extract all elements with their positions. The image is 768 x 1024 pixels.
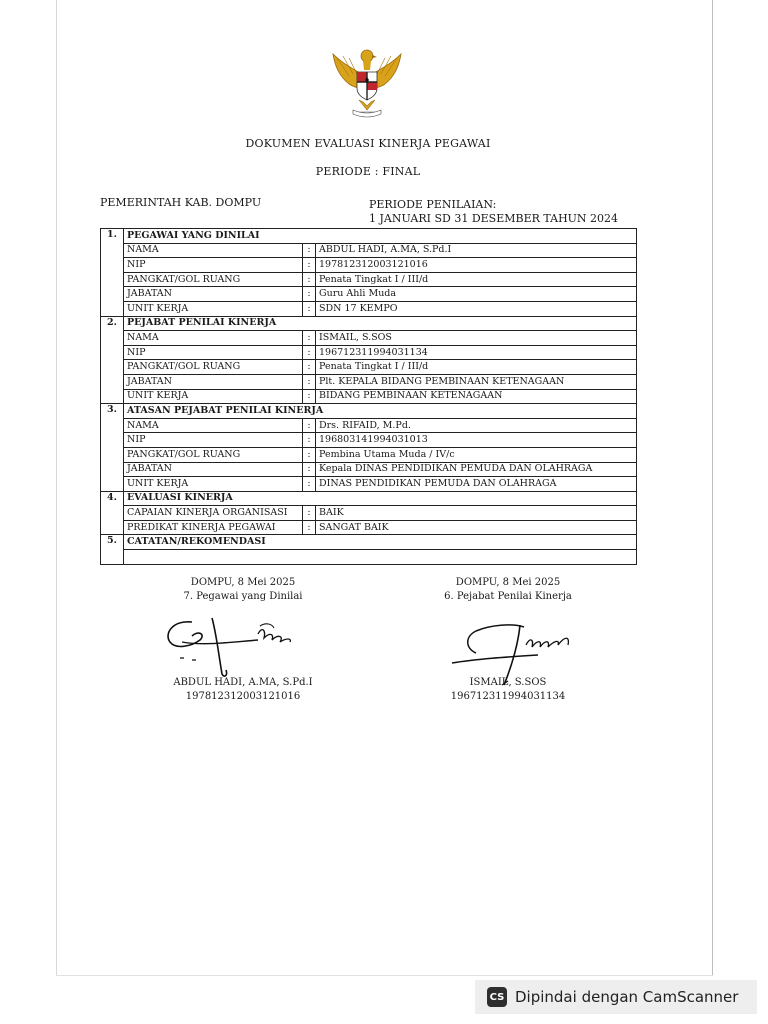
assessment-period-label: PERIODE PENILAIAN: <box>369 198 497 211</box>
field-label: UNIT KERJA <box>124 301 303 316</box>
section-title: EVALUASI KINERJA <box>124 491 637 506</box>
table-row <box>101 418 637 433</box>
field-label: PANGKAT/GOL RUANG <box>124 360 303 375</box>
colon-separator: : <box>303 301 316 316</box>
period-final: PERIODE : FINAL <box>315 165 421 178</box>
colon-separator: : <box>303 520 316 535</box>
field-value: BIDANG PEMBINAAN KETENAGAAN <box>316 389 637 404</box>
field-value: 196712311994031134 <box>316 345 637 360</box>
field-label: PANGKAT/GOL RUANG <box>124 272 303 287</box>
table-row <box>101 301 637 316</box>
field-label: NIP <box>124 433 303 448</box>
section-header-row <box>101 491 637 506</box>
field-value: BAIK <box>316 506 637 521</box>
colon-separator: : <box>303 287 316 302</box>
colon-separator: : <box>303 477 316 492</box>
section-number: 3. <box>101 404 124 492</box>
field-label: NAMA <box>124 331 303 346</box>
section-header-row <box>101 404 637 419</box>
field-label: CAPAIAN KINERJA ORGANISASI <box>124 506 303 521</box>
left-signatory-role: 7. Pegawai yang Dinilai <box>183 591 303 602</box>
field-label: JABATAN <box>124 287 303 302</box>
field-value: Plt. KEPALA BIDANG PEMBINAAN KETENAGAAN <box>316 374 637 389</box>
field-label: NAMA <box>124 243 303 258</box>
section-title: ATASAN PEJABAT PENILAI KINERJA <box>124 404 637 419</box>
right-place-date: DOMPU, 8 Mei 2025 <box>455 577 561 588</box>
left-signatory-name: ABDUL HADI, A.MA, S.Pd.I <box>173 677 313 688</box>
section-title: CATATAN/REKOMENDASI <box>124 535 637 550</box>
field-value: Penata Tingkat I / III/d <box>316 360 637 375</box>
colon-separator: : <box>303 462 316 477</box>
section-number: 5. <box>101 535 124 564</box>
assessment-period-value: 1 JANUARI SD 31 DESEMBER TAHUN 2024 <box>369 212 619 225</box>
table-row <box>101 360 637 375</box>
employee-signature <box>162 612 312 682</box>
table-row <box>101 374 637 389</box>
table-row <box>101 272 637 287</box>
colon-separator: : <box>303 374 316 389</box>
colon-separator: : <box>303 331 316 346</box>
colon-separator: : <box>303 433 316 448</box>
colon-separator: : <box>303 506 316 521</box>
empty-notes-row <box>101 550 637 565</box>
field-label: UNIT KERJA <box>124 477 303 492</box>
field-value: Penata Tingkat I / III/d <box>316 272 637 287</box>
colon-separator: : <box>303 258 316 273</box>
section-header-row <box>101 316 637 331</box>
field-value: DINAS PENDIDIKAN PEMUDA DAN OLAHRAGA <box>316 477 637 492</box>
field-value: ABDUL HADI, A.MA, S.Pd.I <box>316 243 637 258</box>
field-label: PREDIKAT KINERJA PEGAWAI <box>124 520 303 535</box>
left-signatory-nip: 197812312003121016 <box>185 691 301 702</box>
table-row <box>101 433 637 448</box>
colon-separator: : <box>303 447 316 462</box>
garuda-emblem-icon <box>327 40 407 120</box>
field-value: ISMAIL, S.SOS <box>316 331 637 346</box>
table-row <box>101 287 637 302</box>
field-value: Pembina Utama Muda / IV/c <box>316 447 637 462</box>
table-row <box>101 520 637 535</box>
section-header-row <box>101 229 637 244</box>
right-signatory-role: 6. Pejabat Penilai Kinerja <box>444 591 572 602</box>
table-row <box>101 477 637 492</box>
notes-cell <box>124 550 637 565</box>
evaluation-table <box>100 228 637 565</box>
camscanner-badge <box>475 980 757 1014</box>
colon-separator: : <box>303 345 316 360</box>
colon-separator: : <box>303 272 316 287</box>
camscanner-label: Dipindai dengan CamScanner <box>515 988 739 1006</box>
field-label: PANGKAT/GOL RUANG <box>124 447 303 462</box>
section-number: 2. <box>101 316 124 404</box>
right-signatory-nip: 196712311994031134 <box>450 691 566 702</box>
section-number: 1. <box>101 229 124 317</box>
page-edge-bottom <box>56 975 713 976</box>
field-value: 196803141994031013 <box>316 433 637 448</box>
camscanner-logo-icon: CS <box>487 987 507 1007</box>
field-value: SANGAT BAIK <box>316 520 637 535</box>
colon-separator: : <box>303 360 316 375</box>
colon-separator: : <box>303 389 316 404</box>
table-row <box>101 506 637 521</box>
field-value: Kepala DINAS PENDIDIKAN PEMUDA DAN OLAHRAGA <box>316 462 637 477</box>
field-label: NAMA <box>124 418 303 433</box>
field-value: 197812312003121016 <box>316 258 637 273</box>
field-label: JABATAN <box>124 462 303 477</box>
field-value: SDN 17 KEMPO <box>316 301 637 316</box>
table-row <box>101 462 637 477</box>
section-title: PEJABAT PENILAI KINERJA <box>124 316 637 331</box>
field-label: JABATAN <box>124 374 303 389</box>
government-name: PEMERINTAH KAB. DOMPU <box>100 196 262 209</box>
right-signatory-name: ISMAIL, S.SOS <box>469 677 547 688</box>
field-label: UNIT KERJA <box>124 389 303 404</box>
document-title: DOKUMEN EVALUASI KINERJA PEGAWAI <box>245 137 491 150</box>
table-row <box>101 389 637 404</box>
colon-separator: : <box>303 418 316 433</box>
field-label: NIP <box>124 258 303 273</box>
table-row <box>101 345 637 360</box>
section-title: PEGAWAI YANG DINILAI <box>124 229 637 244</box>
section-header-row <box>101 535 637 550</box>
field-value: Drs. RIFAID, M.Pd. <box>316 418 637 433</box>
table-row <box>101 258 637 273</box>
section-number: 4. <box>101 491 124 535</box>
left-place-date: DOMPU, 8 Mei 2025 <box>190 577 296 588</box>
table-row <box>101 243 637 258</box>
colon-separator: : <box>303 243 316 258</box>
table-row <box>101 331 637 346</box>
field-label: NIP <box>124 345 303 360</box>
field-value: Guru Ahli Muda <box>316 287 637 302</box>
table-row <box>101 447 637 462</box>
